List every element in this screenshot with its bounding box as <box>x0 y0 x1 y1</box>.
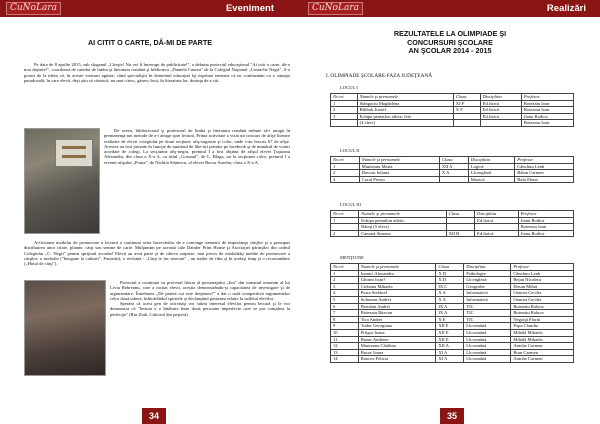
cell: Botezatu Ioan <box>521 120 573 127</box>
cell: X A <box>436 296 464 303</box>
cell: Solomon Andrei <box>358 296 436 303</box>
cell: Stângaciu Magdalena <box>357 100 453 107</box>
cell: 9 <box>331 323 359 330</box>
cell: Ed.fizică <box>480 113 521 120</box>
cell: 3 <box>331 176 360 183</box>
cell: 5 <box>331 296 359 303</box>
cell: Ed.fizică <box>480 107 521 114</box>
cell: Lb.română <box>464 356 511 363</box>
cell: Munteanu Maria <box>359 163 439 170</box>
cell: XII F <box>436 323 464 330</box>
cell: IX C <box>436 283 464 290</box>
page-number-left: 34 <box>142 408 166 424</box>
cell: Bran Carmen <box>511 349 574 356</box>
table-header-row <box>331 94 574 101</box>
article-text-top <box>24 62 290 83</box>
cell: Botezatu Răzvan <box>358 310 436 317</box>
cell: 1 <box>331 163 360 170</box>
article-text-middle <box>24 240 290 266</box>
cell: Botezatu Raluca <box>511 303 574 310</box>
cell: Echipa pentatlon atletic fete <box>357 113 453 120</box>
cell: 11 <box>331 336 359 343</box>
photo-presentation-room <box>24 128 100 234</box>
col-class: Clasa <box>453 94 480 101</box>
cell: Lb.engleză <box>464 277 511 284</box>
col-class: Clasa <box>436 264 464 271</box>
group-label-locul-3: LOCUL III <box>340 202 361 207</box>
cell: Ed.fizică <box>475 217 519 224</box>
table-row <box>331 356 574 363</box>
cell: Lb.română <box>464 329 511 336</box>
table-header-row <box>331 211 574 218</box>
paragraph-2: De aceea, bibliotecarul şi profesorul de limba şi literatura română trebuie să-i atragă în permanenţă noi metode de a-i atrage spre lectură. Prima activitate a vizat un concurs de afişe literare realizate de elevii colegiului pe două secţiuni: afiş-sugestie şi color, unde s-au înscris 67 de afişe. Acestea au fost jurizate în funcţie de numărul de like-uri primite pe facebook şi de numărul de voturi acordate de colegi. La secţiunea afiş-negru, premiul I a fost obţinut de afişul elevei Ţuţuianu Alexandra, din clasa a X-a A, cu titlul „Gorunul", de L. Blaga, iar la secţiunea color, premiul I a revenit afişului „Piatra", de Nichita Stănescu, al elevei Bucur Aurelia, clasa a X-a A. <box>104 128 290 165</box>
cell: IX A <box>436 303 464 310</box>
table-mentiune <box>330 263 574 363</box>
group-label-mentiune: MENŢIUNE <box>340 255 364 260</box>
cell: XII B <box>446 230 474 237</box>
cell: XII E <box>436 329 464 336</box>
col-class: Clasa <box>446 211 474 218</box>
cell: Tica Andrei <box>358 316 436 323</box>
col-discipline: Disciplina <box>475 211 519 218</box>
cell: Bafa Elena <box>515 176 574 183</box>
table-header-row <box>331 264 574 271</box>
cell: 2 <box>331 230 359 237</box>
cell <box>446 224 474 231</box>
cell <box>439 176 468 183</box>
table-row <box>331 277 574 284</box>
table-row <box>331 163 574 170</box>
cell: 3 <box>331 113 358 120</box>
col-class: Clasa <box>439 157 468 164</box>
results-title-line-2: CONCURSURI ŞCOLARE <box>407 37 493 47</box>
cell: (4 elevi) <box>357 120 453 127</box>
cell: 6 <box>331 303 359 310</box>
cell <box>331 120 358 127</box>
table-row <box>331 310 574 317</box>
table-row <box>331 349 574 356</box>
table-row <box>331 290 574 297</box>
cell: Jianu Rodica <box>521 113 573 120</box>
left-header-bar <box>0 0 300 17</box>
col-name: Numele şi prenumele <box>358 264 436 271</box>
cell <box>446 217 474 224</box>
cell: XII E <box>436 336 464 343</box>
cell <box>480 120 521 127</box>
cell: X D <box>436 270 464 277</box>
table-row <box>331 316 574 323</box>
cell <box>453 120 480 127</box>
page-number-right: 35 <box>440 408 464 424</box>
cell: XI A <box>436 356 464 363</box>
cell: Muzică <box>468 176 514 183</box>
results-title-line-1: REZULTATELE LA OLIMPIADE ŞI <box>393 29 507 38</box>
cell: Mihălă Mihaela <box>511 336 574 343</box>
cell: Cânchuu Lenb <box>511 270 574 277</box>
col-teacher: Profesor <box>518 211 573 218</box>
group-label-locul-1: LOCUL I <box>340 85 358 90</box>
table-locul-1 <box>330 93 574 127</box>
col-discipline: Disciplina <box>468 157 514 164</box>
cell: Ghinea Ioan? <box>358 277 436 284</box>
cell: 3 <box>331 283 359 290</box>
cell: Antohe Carmen <box>511 356 574 363</box>
cell: Oancea Cecilia <box>511 296 574 303</box>
table-row <box>331 107 574 114</box>
col-name: Numele şi prenumele <box>359 157 439 164</box>
cell: X D <box>436 277 464 284</box>
cell: Roncea Felicia <box>358 356 436 363</box>
table-row <box>331 270 574 277</box>
cell: Ioanici Alexandru <box>358 270 436 277</box>
table-row <box>331 336 574 343</box>
table-row <box>331 303 574 310</box>
cell: X F <box>453 107 480 114</box>
group-label-locul-2: LOCUL II <box>340 148 360 153</box>
cell: Botezatu Ioan <box>518 224 573 231</box>
table-row <box>331 100 574 107</box>
col-teacher: Profesor <box>511 264 574 271</box>
paragraph-5: Sperăm că acest gen de activităţi vor stârni interesul elevilor pentru lectură şi le vor demonstra că "lectura e o întâlnire între două persoane imperfecte care se pot completa la perfecţie" (Rui Zink, Cititorul din peşteră). <box>110 301 290 317</box>
cell: Tudor Georgiana <box>358 323 436 330</box>
cell: X A <box>436 290 464 297</box>
cell: XII A <box>436 343 464 350</box>
cell: TIC <box>464 316 511 323</box>
cell: Corul Presto <box>359 176 439 183</box>
table-row <box>331 283 574 290</box>
cell <box>331 224 359 231</box>
cell: Mihălă Mihaela <box>511 329 574 336</box>
col-name: Numele şi prenumele <box>357 94 453 101</box>
cell: 14 <box>331 356 359 363</box>
col-nr: Nr.crt <box>331 157 360 164</box>
paragraph-4: Proiectul a continuat cu procesul literar al personajului „Ion" din romanul omonim al lui Liviu Rebreanu, care a incitat elevii, aceştia demonstrându-şi capacitatea de investigare şi de argumentare. Întrebarea „De partea cui este dreptatea?" a dat o notă competitivă argumentelor celor două tabere, înfăcărândul spiritele şi declanşând pasiunea relativ la sufletul elevilor. <box>110 280 290 301</box>
cell: 13 <box>331 349 359 356</box>
results-title-line-3: AN ŞCOLAR 2014 - 2015 <box>408 46 492 55</box>
magazine-logo-right: CuNoLara <box>308 2 363 15</box>
cell: Informatică <box>464 290 511 297</box>
table-locul-3 <box>330 210 574 237</box>
article-title: AI CITIT O CARTE, DĂ-MI DE PARTE <box>87 38 213 47</box>
cell: Lb.română <box>464 343 511 350</box>
cell <box>475 224 519 231</box>
cell: Bejan Nicoleta <box>511 277 574 284</box>
paragraph-1: Pe data de 8 aprilie 2015, sub sloganul „Citeşte! Nu vei fi întrerupt de publicitate!", a debutat proiectul educaţional "Ai citit o carte, dă-o mai departe!", coordonat de catedra de limba şi literatura română şi biblioteca „Daniela Caurea" de la Colegiul Naţional „Costache Negri". S-a pornit de la ideea că, în aceste vremuri agitate, când specialiştii în domeniul educaţiei îşi exprimă temerea că ne confruntăm cu o situaţie paradoxală, în care elevii, deşi ştiu să citească, nu mai citesc, găsesc încă, în literatura lor, dorinţa de a citi. <box>24 62 290 83</box>
table-row <box>331 217 574 224</box>
magazine-logo: CuNoLara <box>6 2 61 15</box>
cell: Bucur Ioana <box>358 349 436 356</box>
cell: Bălan Carmen <box>515 170 574 177</box>
table-row <box>331 230 574 237</box>
cell: TIC <box>464 310 511 317</box>
col-nr: Nr.crt <box>331 264 359 271</box>
col-teacher: Profesor <box>515 157 574 164</box>
col-name: Numele şi prenumele <box>359 211 446 218</box>
cell: Lb.română <box>464 349 511 356</box>
cell: Dosan Mihai <box>511 283 574 290</box>
cell: Bertalan Andrei <box>358 303 436 310</box>
table-row <box>331 296 574 303</box>
cell: Pifigoi Ioana <box>358 329 436 336</box>
table-locul-2 <box>330 156 574 183</box>
table-row <box>331 343 574 350</box>
cell: Negoiţă Florin <box>511 316 574 323</box>
col-nr: Nr.crt <box>331 94 358 101</box>
cell: Buzur Andreea <box>358 336 436 343</box>
right-page <box>300 0 600 424</box>
col-discipline: Disciplina <box>464 264 511 271</box>
cell: Ed.fizică <box>480 100 521 107</box>
cell: Lb.română <box>464 336 511 343</box>
table-row <box>331 170 574 177</box>
cell: IX A <box>436 310 464 317</box>
col-nr: Nr.crt <box>331 211 359 218</box>
cell: TIC <box>464 303 511 310</box>
cell: Logică <box>468 163 514 170</box>
cell: Ciobanu Mihaela <box>358 283 436 290</box>
cell: Lb.engleză <box>468 170 514 177</box>
cell: Informatică <box>464 296 511 303</box>
article-text-column <box>104 128 290 165</box>
cell: 2 <box>331 277 359 284</box>
photo-students <box>24 280 106 376</box>
cell: Jianu Rodica <box>518 230 573 237</box>
cell: Echipa pentatlon atletic <box>359 217 446 224</box>
right-header-bar <box>300 0 600 17</box>
table-row <box>331 224 574 231</box>
cell: Popa Claudia <box>511 323 574 330</box>
article-text-bottom <box>110 280 290 317</box>
cell: Oancea Cecilia <box>511 290 574 297</box>
results-title <box>300 30 600 56</box>
cell: Pusta Stefănel <box>358 290 436 297</box>
cell: Băieţi (5 elevi) <box>359 224 446 231</box>
cell: X E <box>436 316 464 323</box>
section-eveniment: Eveniment <box>225 3 274 14</box>
section-realizari: Realizări <box>546 3 586 14</box>
cell: Munteanu Cătălina <box>358 343 436 350</box>
cell: Botezatu Ioan <box>521 107 573 114</box>
cell: Psihologie <box>464 270 511 277</box>
cell: XII A <box>439 163 468 170</box>
cell: Jianu Rodica <box>518 217 573 224</box>
cell: Botezatu Raluca <box>511 310 574 317</box>
cell: Cânchuu Lenb <box>515 163 574 170</box>
cell: 10 <box>331 329 359 336</box>
table-row <box>331 120 574 127</box>
cell: X A <box>439 170 468 177</box>
table-row <box>331 323 574 330</box>
cell: 12 <box>331 343 359 350</box>
cell: 8 <box>331 316 359 323</box>
cell: 4 <box>331 290 359 297</box>
cell: XI A <box>436 349 464 356</box>
col-discipline: Disciplina <box>480 94 521 101</box>
cell: Bilibok Jozsef <box>357 107 453 114</box>
cell: Ed.fizică <box>475 230 519 237</box>
cell: Antohe Carmen <box>511 343 574 350</box>
cell: 1 <box>331 217 359 224</box>
cell: XI F <box>453 100 480 107</box>
col-teacher: Profesor <box>521 94 573 101</box>
cell: 7 <box>331 310 359 317</box>
cell: 1 <box>331 100 358 107</box>
cell: Geografie <box>464 283 511 290</box>
cell: Camară Simona <box>359 230 446 237</box>
paragraph-3: Activitatea modului de promovare a lecturii a continuat seria încercărilor de a convinge oamenii de importanţa cărţilor şi a presupus distribuirea unor citate, pliante, cărţi sau semne de carte. Mulţumim pe această cale Dainler Print House şi Asociaţiei părinţilor din cadrul Colegiului „C. Negri" pentru sprijinul acordat! Elevii au avut parte şi de câteva surprize, mai precis de modalităţi inedite de promovare a cărţilor: o melodie ("Insigane la culturii", Parazitii), o reclamă - „Cărţi te fac neoroni" , un trailer de film şi în acelaşi timp şi o recomandare („Hotul de cărţi"). <box>24 240 290 267</box>
cell: Lb.română <box>464 323 511 330</box>
section-heading: I. OLIMPIADE ŞCOLARE-FAZA JUDEŢEANĂ <box>326 73 433 79</box>
table-header-row <box>331 157 574 164</box>
cell: 2 <box>331 107 358 114</box>
table-row <box>331 176 574 183</box>
cell <box>453 113 480 120</box>
cell: 2 <box>331 170 360 177</box>
table-row <box>331 329 574 336</box>
cell: Dascon Iuliana <box>359 170 439 177</box>
cell: Botezatu Ioan <box>521 100 573 107</box>
cell: 1 <box>331 270 359 277</box>
table-row <box>331 113 574 120</box>
